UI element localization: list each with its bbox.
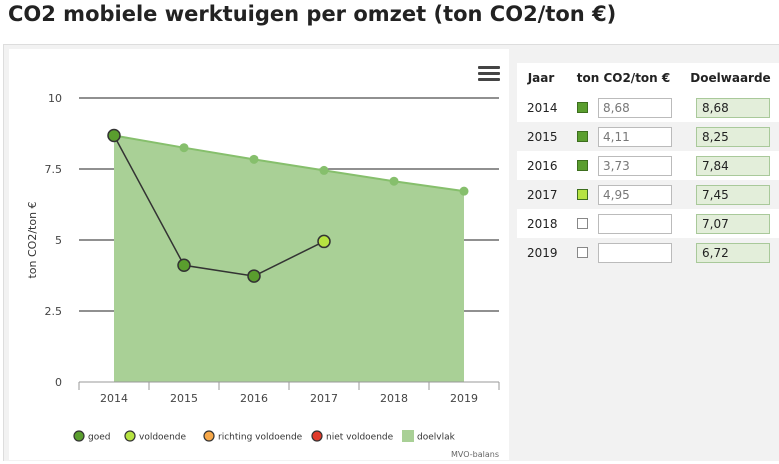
legend-label: doelvlak: [417, 432, 455, 443]
chart-menu-button[interactable]: [478, 66, 500, 84]
legend-label: goed: [88, 432, 111, 443]
legend-label: niet voldoende: [326, 432, 394, 443]
legend-marker-goed: [74, 431, 84, 441]
status-swatch-icon: [577, 102, 588, 113]
row-goal-cell: [682, 156, 779, 176]
table-row: [517, 209, 779, 238]
data-point-goed: [248, 270, 260, 282]
status-swatch-icon: [577, 218, 588, 229]
row-year: 2017: [527, 187, 558, 202]
target-point: [390, 177, 399, 186]
value-input[interactable]: 4,11: [598, 127, 672, 147]
y-tick-label: 7.5: [44, 163, 62, 176]
x-tick-label: 2017: [310, 392, 338, 405]
status-swatch-icon: [577, 189, 588, 200]
table-row: [517, 238, 779, 267]
target-point: [180, 143, 189, 152]
row-goal-cell: [682, 243, 779, 263]
row-year: 2018: [527, 216, 558, 231]
row-value-cell: [565, 98, 682, 118]
values-table: [517, 63, 779, 267]
legend-label: richting voldoende: [218, 432, 303, 443]
table-row: [517, 151, 779, 180]
x-tick-label: 2014: [100, 392, 128, 405]
row-value-cell: [565, 214, 682, 234]
header-year: Jaar: [527, 71, 555, 85]
row-year: 2016: [527, 158, 558, 173]
table-row: [517, 93, 779, 122]
data-point-goed: [178, 259, 190, 271]
hamburger-menu-icon: [478, 66, 500, 69]
goal-value: 7,84: [696, 156, 770, 176]
co2-chart: [9, 49, 509, 460]
legend-marker-niet_voldoende: [312, 431, 322, 441]
x-tick-label: 2018: [380, 392, 408, 405]
row-value-cell: [565, 127, 682, 147]
legend-marker-voldoende: [125, 431, 135, 441]
x-tick-label: 2019: [450, 392, 478, 405]
content-panel: [3, 44, 779, 461]
goal-value: 7,07: [696, 214, 770, 234]
goal-value: 8,68: [696, 98, 770, 118]
target-point: [460, 187, 469, 196]
row-value-cell: [565, 243, 682, 263]
header-goal: Doelwaarde: [690, 71, 771, 85]
target-point: [320, 166, 329, 175]
chart-credit: MVO-balans: [451, 450, 499, 459]
value-input[interactable]: [598, 243, 672, 263]
target-point: [250, 155, 259, 164]
row-goal-cell: [682, 185, 779, 205]
legend-label: voldoende: [139, 432, 187, 443]
data-point-voldoende: [318, 235, 330, 247]
row-goal-cell: [682, 214, 779, 234]
table-row: [517, 122, 779, 151]
y-tick-label: 5: [55, 234, 62, 247]
legend-marker-richting_voldoende: [204, 431, 214, 441]
status-swatch-icon: [577, 160, 588, 171]
x-tick-label: 2016: [240, 392, 268, 405]
y-axis-label: ton CO2/ton €: [26, 201, 39, 279]
value-input[interactable]: 3,73: [598, 156, 672, 176]
row-value-cell: [565, 185, 682, 205]
row-year: 2019: [527, 245, 558, 260]
legend-marker-doelvlak: [402, 430, 414, 442]
row-goal-cell: [682, 127, 779, 147]
value-input[interactable]: 4,95: [598, 185, 672, 205]
value-input[interactable]: [598, 214, 672, 234]
value-input[interactable]: 8,68: [598, 98, 672, 118]
goal-value: 7,45: [696, 185, 770, 205]
data-point-goed: [108, 129, 120, 141]
goal-value: 8,25: [696, 127, 770, 147]
chart-container: [9, 49, 509, 460]
y-tick-label: 2.5: [44, 305, 62, 318]
table-row: [517, 180, 779, 209]
table-header: [517, 63, 779, 93]
row-year: 2014: [527, 100, 558, 115]
y-tick-label: 0: [55, 376, 62, 389]
row-year: 2015: [527, 129, 558, 144]
x-tick-label: 2015: [170, 392, 198, 405]
page-title: CO2 mobiele werktuigen per omzet (ton CO2/ton €): [8, 2, 617, 26]
row-value-cell: [565, 156, 682, 176]
goal-value: 6,72: [696, 243, 770, 263]
header-value: ton CO2/ton €: [576, 71, 671, 85]
status-swatch-icon: [577, 247, 588, 258]
y-tick-label: 10: [48, 92, 62, 105]
status-swatch-icon: [577, 131, 588, 142]
row-goal-cell: [682, 98, 779, 118]
